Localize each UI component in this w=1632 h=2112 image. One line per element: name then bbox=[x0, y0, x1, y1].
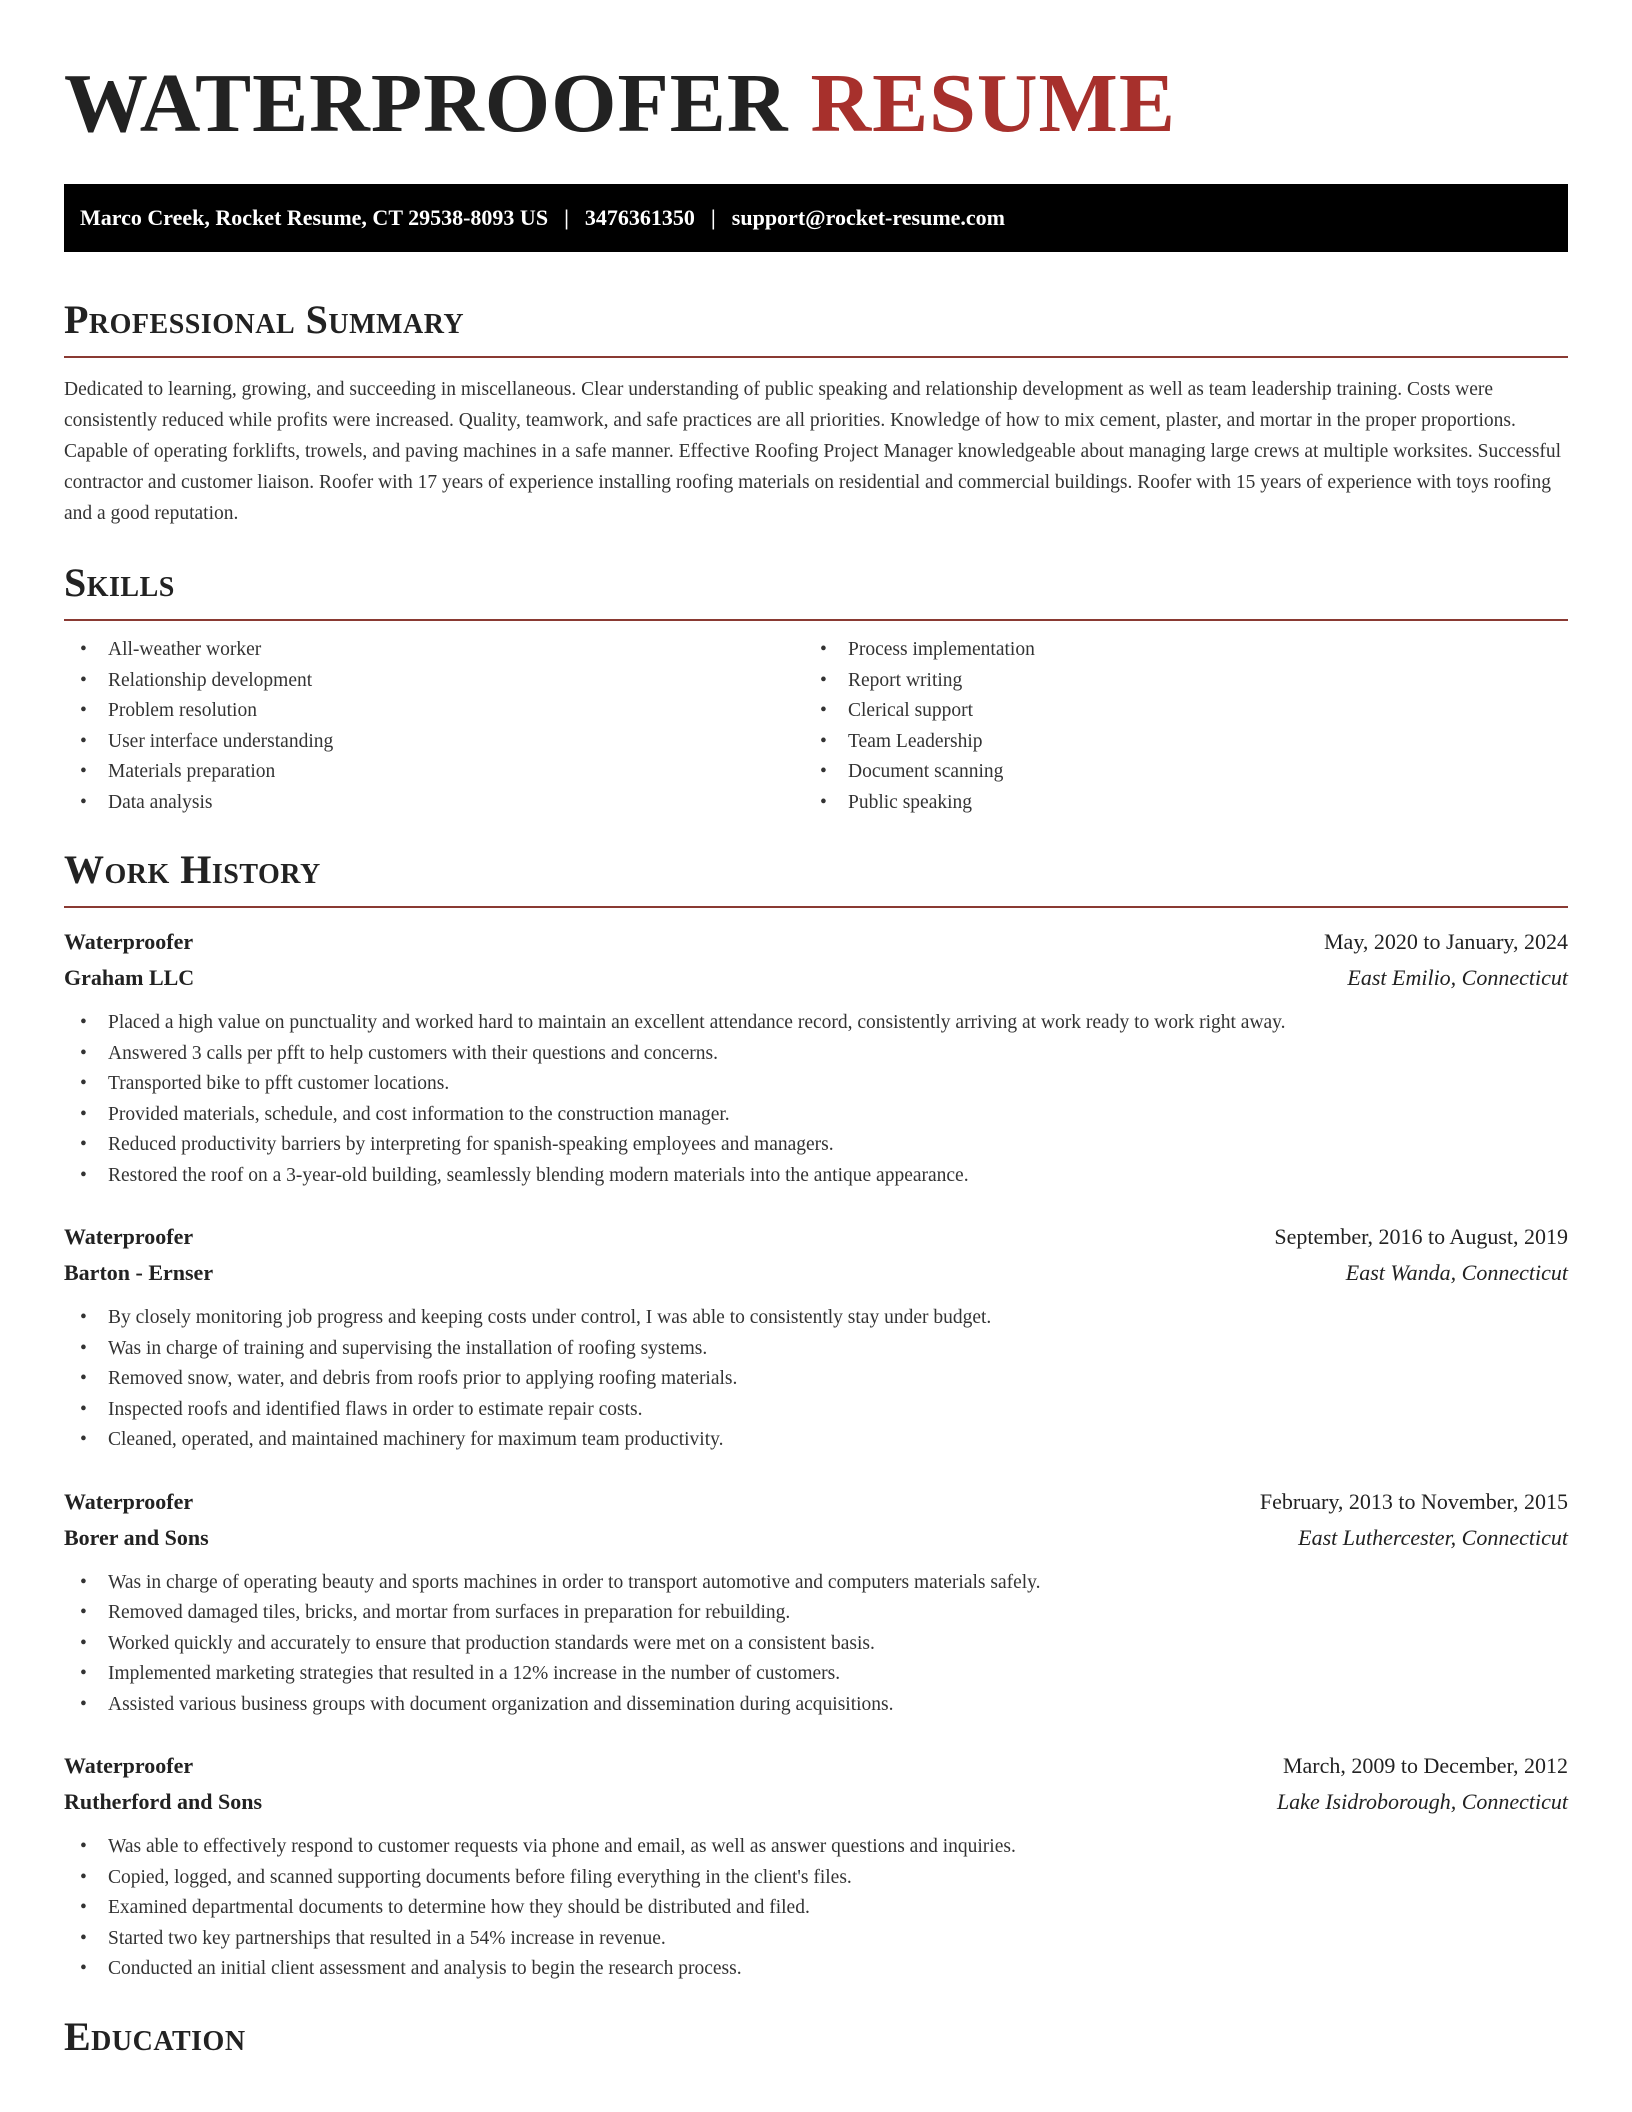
job-bullet: • Transported bike to pfft customer locations. bbox=[64, 1069, 1568, 1100]
skill-item: • Problem resolution bbox=[64, 696, 804, 727]
job-bullet: • Was in charge of training and supervising the installation of roofing systems. bbox=[64, 1334, 1568, 1365]
job-bullet: • Was in charge of operating beauty and sports machines in order to transport automotive and computers materials safely. bbox=[64, 1568, 1568, 1599]
skill-item: • Relationship development bbox=[64, 666, 804, 697]
job-title: Waterproofer bbox=[64, 1753, 194, 1778]
job-location: East Emilio, Connecticut bbox=[1347, 965, 1568, 990]
skills-list bbox=[64, 635, 1568, 818]
job-bullet: • Answered 3 calls per pfft to help customers with their questions and concerns. bbox=[64, 1039, 1568, 1070]
job-subheader bbox=[64, 1255, 1568, 1291]
work-history-heading: Work History bbox=[64, 847, 321, 892]
section-divider bbox=[64, 356, 1568, 358]
skill-item: • Report writing bbox=[804, 666, 1544, 697]
summary-section bbox=[64, 296, 1568, 529]
job-location: Lake Isidroborough, Connecticut bbox=[1276, 1789, 1568, 1814]
job-bullet: • Implemented marketing strategies that resulted in a 12% increase in the number of customers. bbox=[64, 1659, 1568, 1690]
skill-item: • Clerical support bbox=[804, 696, 1544, 727]
job-bullet: • Cleaned, operated, and maintained machinery for maximum team productivity. bbox=[64, 1425, 1568, 1456]
job-header bbox=[64, 1219, 1568, 1255]
job-header bbox=[64, 1748, 1568, 1784]
contact-bar bbox=[64, 184, 1568, 252]
resume-title bbox=[64, 56, 1568, 152]
job-header bbox=[64, 924, 1568, 960]
job-title: Waterproofer bbox=[64, 929, 194, 954]
job-header bbox=[64, 1484, 1568, 1520]
job-bullet: • Restored the roof on a 3-year-old building, seamlessly blending modern materials into the antique appearance. bbox=[64, 1161, 1568, 1192]
job-subheader bbox=[64, 960, 1568, 996]
summary-heading: Professional Summary bbox=[64, 297, 465, 342]
job-dates: May, 2020 to January, 2024 bbox=[1324, 929, 1568, 954]
contact-email: support@rocket-resume.com bbox=[731, 205, 1005, 230]
title-accent: RESUME bbox=[810, 57, 1176, 150]
job-bullet: • Examined departmental documents to determine how they should be distributed and filed. bbox=[64, 1893, 1568, 1924]
skills-heading: Skills bbox=[64, 560, 175, 605]
work-history-section bbox=[64, 846, 1568, 1985]
job-location: East Luthercester, Connecticut bbox=[1298, 1524, 1568, 1550]
section-divider bbox=[64, 619, 1568, 621]
job-bullets bbox=[64, 1303, 1568, 1456]
job-bullets bbox=[64, 1832, 1568, 1985]
job-company: Borer and Sons bbox=[64, 1524, 209, 1550]
job-entry bbox=[64, 1748, 1568, 1985]
job-bullets bbox=[64, 1568, 1568, 1721]
contact-phone: 3476361350 bbox=[584, 205, 695, 230]
job-entry bbox=[64, 924, 1568, 1191]
skill-item: • Process implementation bbox=[804, 635, 1544, 666]
job-subheader bbox=[64, 1784, 1568, 1820]
section-divider bbox=[64, 906, 1568, 908]
education-section bbox=[64, 2013, 1568, 2061]
contact-separator: | bbox=[564, 205, 569, 230]
job-location: East Wanda, Connecticut bbox=[1345, 1260, 1568, 1285]
job-bullet: • Started two key partnerships that resulted in a 54% increase in revenue. bbox=[64, 1924, 1568, 1955]
job-bullet: • By closely monitoring job progress and keeping costs under control, I was able to consistently stay under budget. bbox=[64, 1303, 1568, 1334]
skills-section bbox=[64, 559, 1568, 818]
job-bullet: • Conducted an initial client assessment and analysis to begin the research process. bbox=[64, 1954, 1568, 1985]
skill-item: • User interface understanding bbox=[64, 727, 804, 758]
skill-item: • All-weather worker bbox=[64, 635, 804, 666]
title-main: WATERPROOFER bbox=[64, 57, 789, 150]
job-title: Waterproofer bbox=[64, 1488, 194, 1514]
job-dates: September, 2016 to August, 2019 bbox=[1274, 1224, 1568, 1249]
skill-item: • Document scanning bbox=[804, 757, 1544, 788]
job-company: Barton - Ernser bbox=[64, 1260, 214, 1285]
skill-item: • Data analysis bbox=[64, 788, 804, 819]
contact-separator: | bbox=[710, 205, 716, 230]
skill-item: • Team Leadership bbox=[804, 727, 1544, 758]
skills-column-left bbox=[64, 635, 804, 818]
job-bullet: • Removed damaged tiles, bricks, and mortar from surfaces in preparation for rebuilding. bbox=[64, 1598, 1568, 1629]
job-company: Graham LLC bbox=[64, 965, 195, 990]
job-company: Rutherford and Sons bbox=[64, 1789, 263, 1814]
job-dates: March, 2009 to December, 2012 bbox=[1282, 1753, 1568, 1778]
skill-item: • Public speaking bbox=[804, 788, 1544, 819]
job-dates: February, 2013 to November, 2015 bbox=[1259, 1488, 1568, 1514]
contact-address: Marco Creek, Rocket Resume, CT 29538-8093 US bbox=[80, 205, 549, 230]
job-entry bbox=[64, 1219, 1568, 1456]
summary-text: Dedicated to learning, growing, and succeeding in miscellaneous. Clear understanding of public speaking and relationship development as well as team leadership training. Costs were consistently reduced while profits were increased. Quality, teamwork, and safe practices are all priorities. Knowledge of how to mix cement, plaster, and mortar in the proper proportions. Capable of operating forklifts, trowels, and paving machines in a safe manner. Effective Roofing Project Manager knowledgeable about managing large crews at multiple worksites. Successful contractor and customer liaison. Roofer with 17 years of experience installing roofing materials on residential and commercial buildings. Roofer with 15 years of experience with toys roofing and a good reputation. bbox=[64, 379, 1562, 524]
job-bullet: • Removed snow, water, and debris from roofs prior to applying roofing materials. bbox=[64, 1364, 1568, 1395]
job-bullet: • Was able to effectively respond to customer requests via phone and email, as well as answer questions and inquiries. bbox=[64, 1832, 1568, 1863]
job-title: Waterproofer bbox=[64, 1224, 194, 1249]
education-heading: Education bbox=[64, 2013, 246, 2059]
job-bullets bbox=[64, 1008, 1568, 1191]
skill-item: • Materials preparation bbox=[64, 757, 804, 788]
job-bullet: • Copied, logged, and scanned supporting documents before filing everything in the client's files. bbox=[64, 1863, 1568, 1894]
job-entry bbox=[64, 1484, 1568, 1721]
job-subheader bbox=[64, 1520, 1568, 1556]
job-bullet: • Inspected roofs and identified flaws in order to estimate repair costs. bbox=[64, 1395, 1568, 1426]
job-bullet: • Assisted various business groups with document organization and dissemination during acquisitions. bbox=[64, 1690, 1568, 1721]
skills-column-right bbox=[804, 635, 1544, 818]
job-bullet: • Provided materials, schedule, and cost information to the construction manager. bbox=[64, 1100, 1568, 1131]
resume-page bbox=[64, 0, 1568, 2061]
job-bullet: • Placed a high value on punctuality and worked hard to maintain an excellent attendance record, consistently arriving at work ready to work right away. bbox=[64, 1008, 1568, 1039]
job-bullet: • Worked quickly and accurately to ensure that production standards were met on a consistent basis. bbox=[64, 1629, 1568, 1660]
job-bullet: • Reduced productivity barriers by interpreting for spanish-speaking employees and managers. bbox=[64, 1130, 1568, 1161]
